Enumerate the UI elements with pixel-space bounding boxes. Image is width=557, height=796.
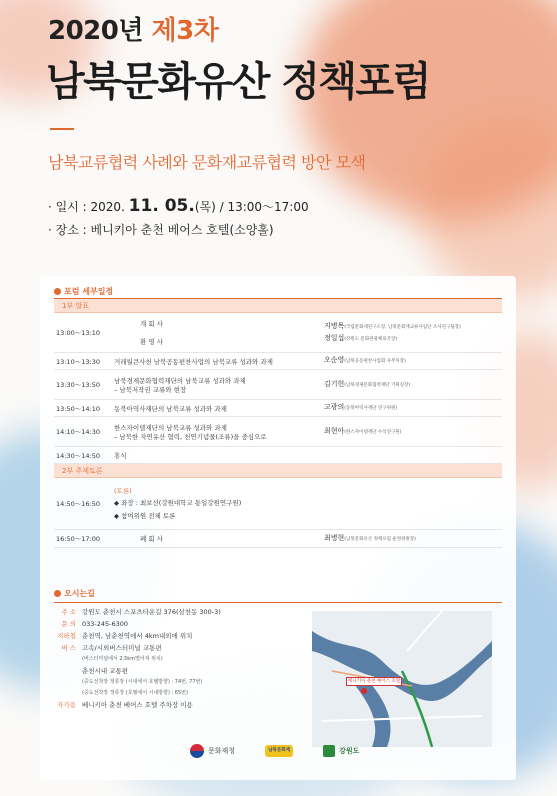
part1-label: 1부 발표: [54, 299, 502, 313]
table-row: 13:00～13:10 개 회 사 환 영 사 지병목(국립문화재연구소장, 남북문화재교류사업단 조사연구팀장) 정일섭(강원도 문화관광체육국장): [54, 313, 502, 353]
gangwon-icon: [323, 745, 335, 757]
list-item: 주 소 강원도 춘천시 스포츠타운길 376(삼천동 300-3): [61, 608, 221, 616]
bullet-icon: [54, 590, 61, 597]
table-row: 16:50～17:00 폐 회 사 최병현(남북문화유산 정책포럼 운영위원장): [54, 530, 502, 548]
edition-label: 제3차: [151, 16, 219, 46]
page-title: 남북문화유산 정책포럼: [46, 59, 430, 105]
date-big: 11. 05.: [128, 196, 195, 216]
date-info: · 일시 : 2020. 11. 05.(목) / 13:00～17:00: [48, 196, 309, 216]
footer-logos: [190, 744, 359, 758]
title-year: 2020년 제3차: [48, 16, 219, 46]
taegeuk-icon: [190, 744, 204, 758]
location-heading: 오시는길: [54, 588, 95, 599]
list-item: 문 의 033-245-6300: [61, 620, 129, 629]
forum-logo: 남북문화재: [265, 745, 293, 757]
detail-panel: [40, 276, 516, 780]
map-hotel-label: 베니키아 춘천 베어스 호텔: [346, 677, 402, 686]
gangwon-logo: 강원도: [323, 745, 359, 757]
list-item: 춘천시내 교통편 (중도선착장 정류장 (시내에서 호텔방향) : 74번, 77번) (중도선착장 정류장 (호텔에서 시내방향) : 65번): [82, 667, 203, 696]
table-row: 13:30～13:50 남북경제문화협력재단의 남북교류 성과와 과제 – 남북저작권 교류와 현장 김기헌(남북경제문화협력재단 기획실장): [54, 370, 502, 400]
list-item: 버 스 고속/시외버스터미널 교통편 (버스터미널에서 2.5km떨어져 위치): [61, 644, 163, 663]
subtitle: 남북교류협력 사례와 문화재교류협력 방안 모색: [48, 153, 366, 172]
schedule-heading: 포럼 세부일정: [54, 286, 113, 297]
table-row: 13:50～14:10 동북아역사재단의 남북교류 성과와 과제 고광의(동북아역사재단 연구위원): [54, 400, 502, 417]
list-item: 지하철 춘천역, 남춘천역에서 4km내외에 위치: [57, 632, 193, 641]
bullet-icon: [54, 288, 61, 295]
table-row: 13:10～13:30 거레월큰사천 남북공동편찬사업의 남북교류 성과와 과제 오순영(남북공동편찬사업회 사무처장): [54, 353, 502, 370]
table-row: 14:30～14:50 휴식: [54, 447, 502, 464]
table-row: 14:50～16:50 (토론) ◆ 좌장 : 최보선(강원대학교 통일강원연구원) ◆ 참여위원 전체 토론: [54, 478, 502, 530]
schedule-table: [54, 298, 502, 548]
location-map[interactable]: [312, 611, 492, 747]
place-info: · 장소 : 베니키아 춘천 베어스 호텔(소양홀): [48, 223, 274, 237]
cha-logo: 문화재청: [190, 744, 235, 758]
part2-label: 2부 주제토론: [54, 464, 502, 478]
location-section: [54, 602, 502, 709]
title-divider: [50, 128, 74, 130]
table-row: 14:10～14:30 한스자이델재단의 남북교류 성과와 과제 – 남북한 자연유산 협력, 천연기념물(조류)을 중심으로 최현아(한스자이델재단 수석연구원): [54, 417, 502, 447]
location-list: [56, 607, 296, 712]
list-item: 자가용 베니키아 춘천 베어스 호텔 주차장 이용: [57, 700, 193, 709]
